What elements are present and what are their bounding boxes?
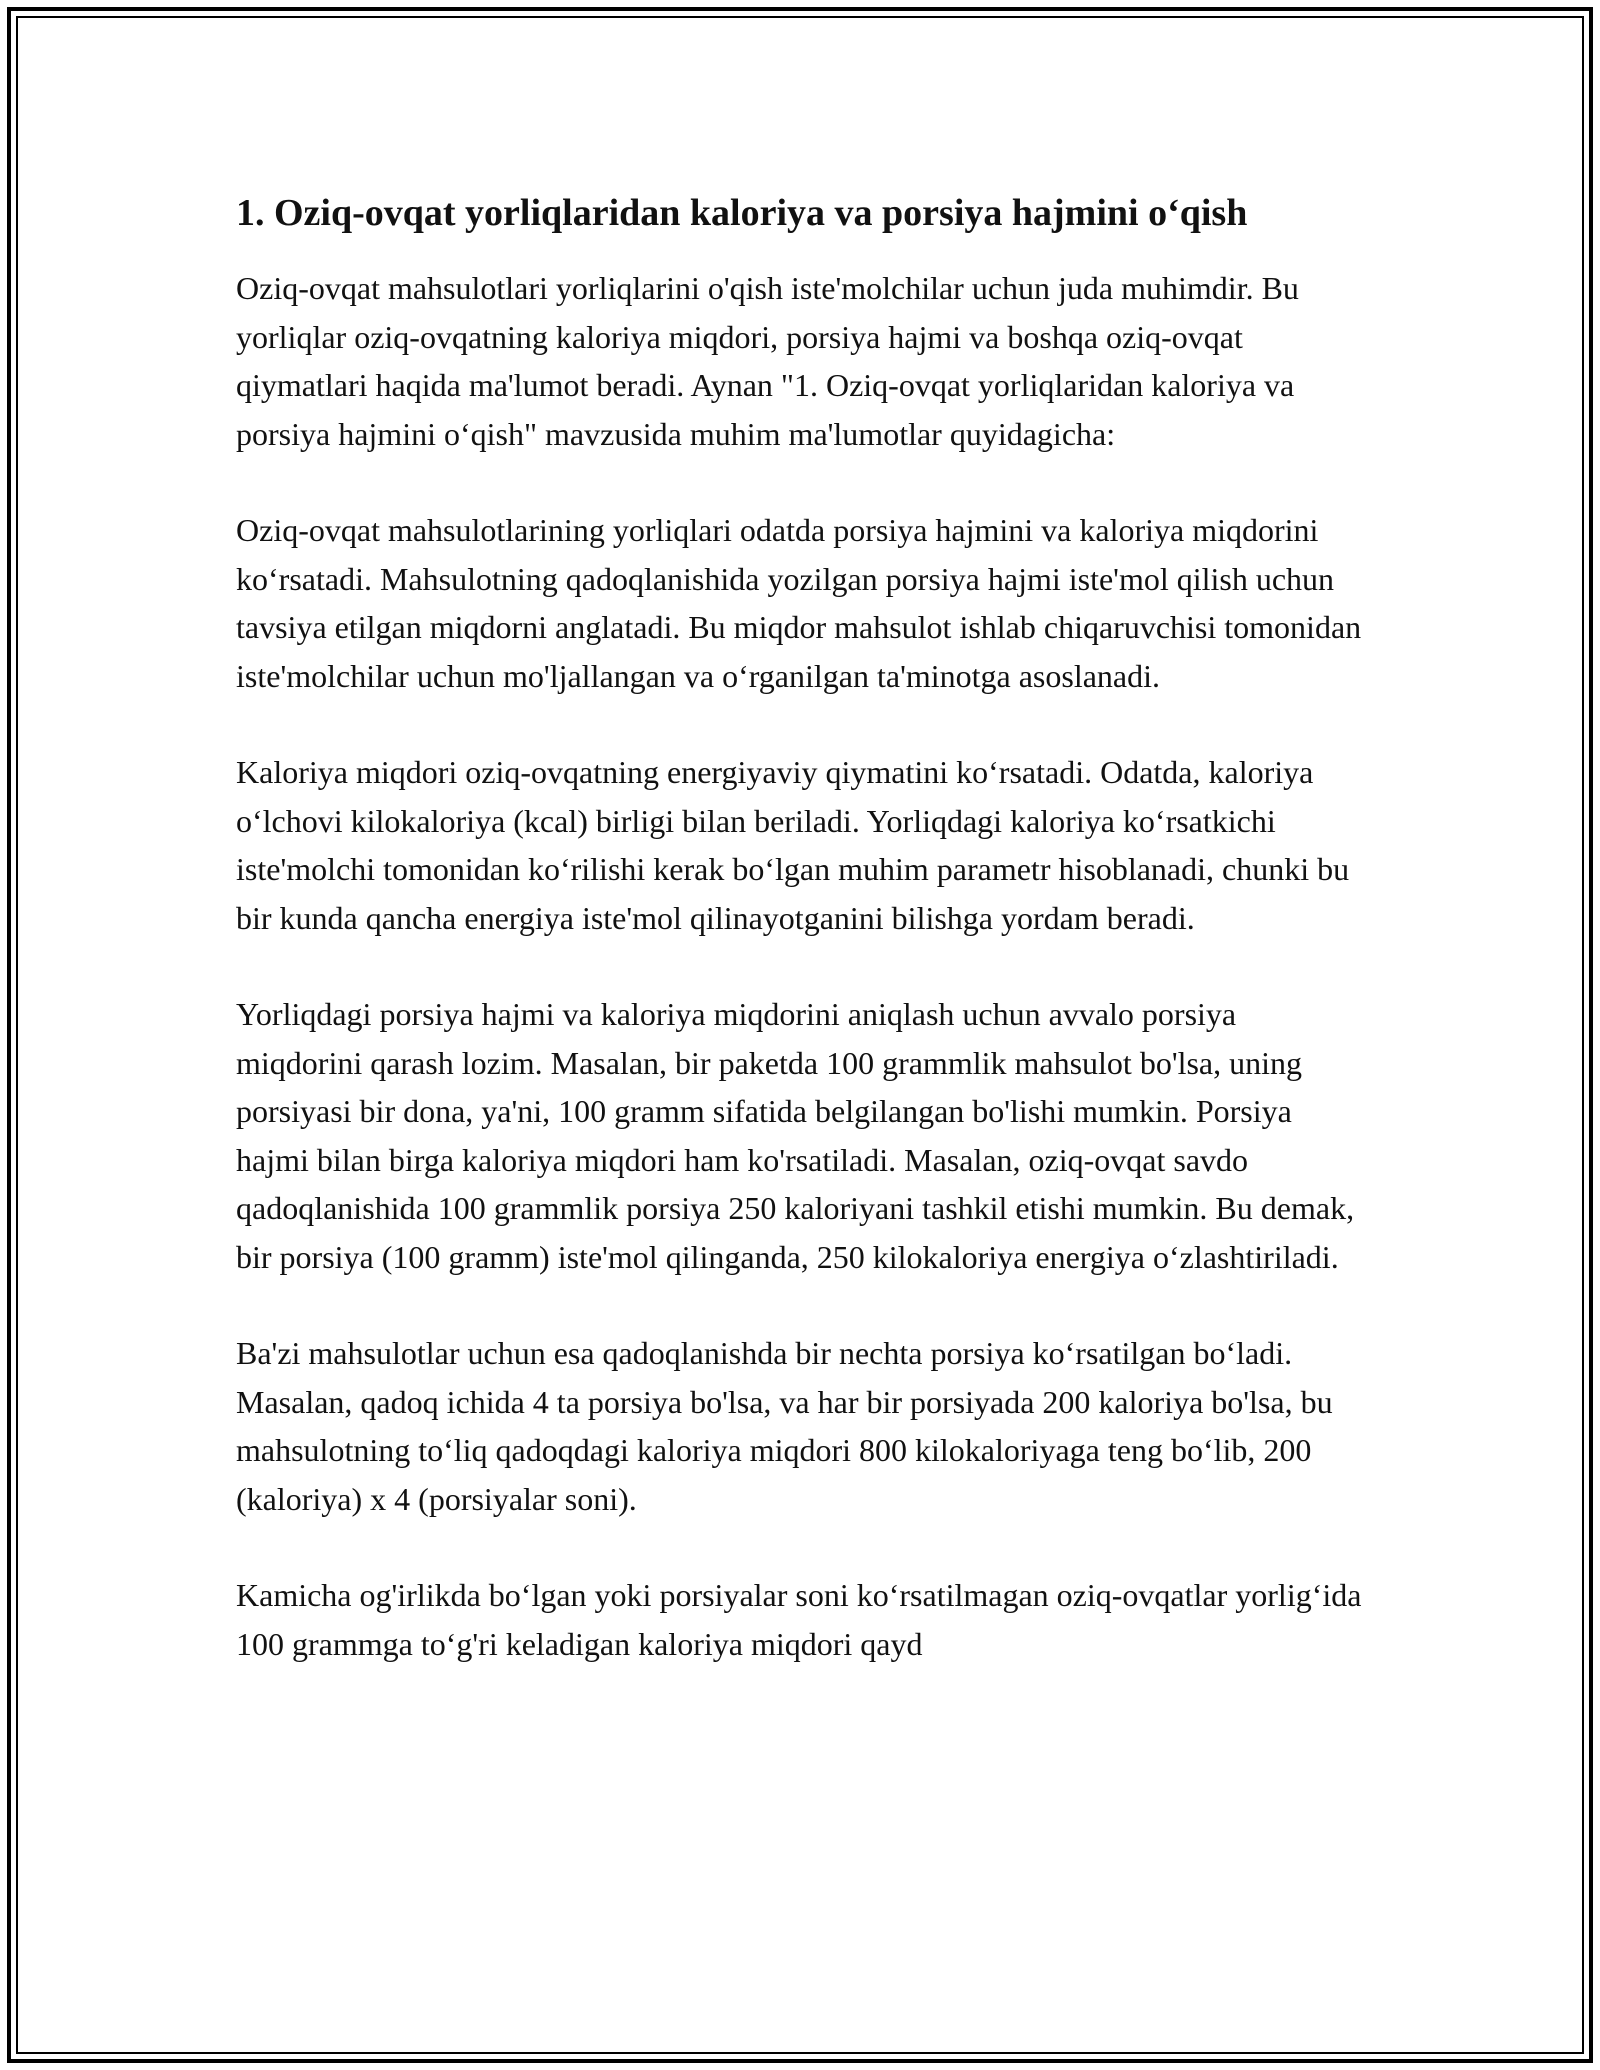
paragraph-portion-size: Oziq-ovqat mahsulotlarining yorliqlari odatda porsiya hajmini va kaloriya miqdorini ko‘rsatadi. Mahsulotning qadoqlanishida yozilgan porsiya hajmi iste'mol qilish uchun tavsiya etilgan miqdorni anglatadi. Bu miqdor mahsulot ishlab chiqaruvchisi tomonidan iste'molchilar uchun mo'ljallangan va o‘rganilgan ta'minotga asoslanadi. xyxy=(236,512,1362,694)
document-body xyxy=(236,186,1366,1716)
document-title: 1. Oziq-ovqat yorliqlaridan kaloriya va porsiya hajmini o‘qish xyxy=(236,192,1248,234)
paragraph-example-100g: Yorliqdagi porsiya hajmi va kaloriya miqdorini aniqlash uchun avvalo porsiya miqdorini qarash lozim. Masalan, bir paketda 100 grammlik mahsulot bo'lsa, uning porsiyasi bir dona, ya'ni, 100 gramm sifatida belgilangan bo'lishi mumkin. Porsiya hajmi bilan birga kaloriya miqdori ham ko'rsatiladi. Masalan, oziq-ovqat savdo qadoqlanishida 100 grammlik porsiya 250 kaloriyani tashkil etishi mumkin. Bu demak, bir porsiya (100 gramm) iste'mol qilinganda, 250 kilokaloriya energiya o‘zlashtiriladi. xyxy=(236,996,1355,1275)
paragraph-per-100g: Kamicha og'irlikda bo‘lgan yoki porsiyalar soni ko‘rsatilmagan oziq-ovqatlar yorlig‘ida 100 grammga to‘g'ri keladigan kaloriya miqdori qayd xyxy=(236,1577,1362,1662)
paragraph-calories: Kaloriya miqdori oziq-ovqatning energiyaviy qiymatini ko‘rsatadi. Odatda, kaloriya o‘lchovi kilokaloriya (kcal) birligi bilan beriladi. Yorliqdagi kaloriya ko‘rsatkichi iste'molchi tomonidan ko‘rilishi kerak bo‘lgan muhim parametr hisoblanadi, chunki bu bir kunda qancha energiya iste'mol qilinayotganini bilishga yordam beradi. xyxy=(236,754,1350,936)
paragraph-intro: Oziq-ovqat mahsulotlari yorliqlarini o'qish iste'molchilar uchun juda muhimdir. Bu yorliqlar oziq-ovqatning kaloriya miqdori, porsiya hajmi va boshqa oziq-ovqat qiymatlari haqida ma'lumot beradi. Aynan "1. Oziq-ovqat yorliqlaridan kaloriya va porsiya hajmini o‘qish" mavzusida muhim ma'lumotlar quyidagicha: xyxy=(236,270,1299,452)
paragraph-multiple-portions: Ba'zi mahsulotlar uchun esa qadoqlanishda bir nechta porsiya ko‘rsatilgan bo‘ladi. Masalan, qadoq ichida 4 ta porsiya bo'lsa, va har bir porsiyada 200 kaloriya bo'lsa, bu mahsulotning to‘liq qadoqdagi kaloriya miqdori 800 kilokaloriyaga teng bo‘lib, 200 (kaloriya) x 4 (porsiyalar soni). xyxy=(236,1335,1333,1517)
